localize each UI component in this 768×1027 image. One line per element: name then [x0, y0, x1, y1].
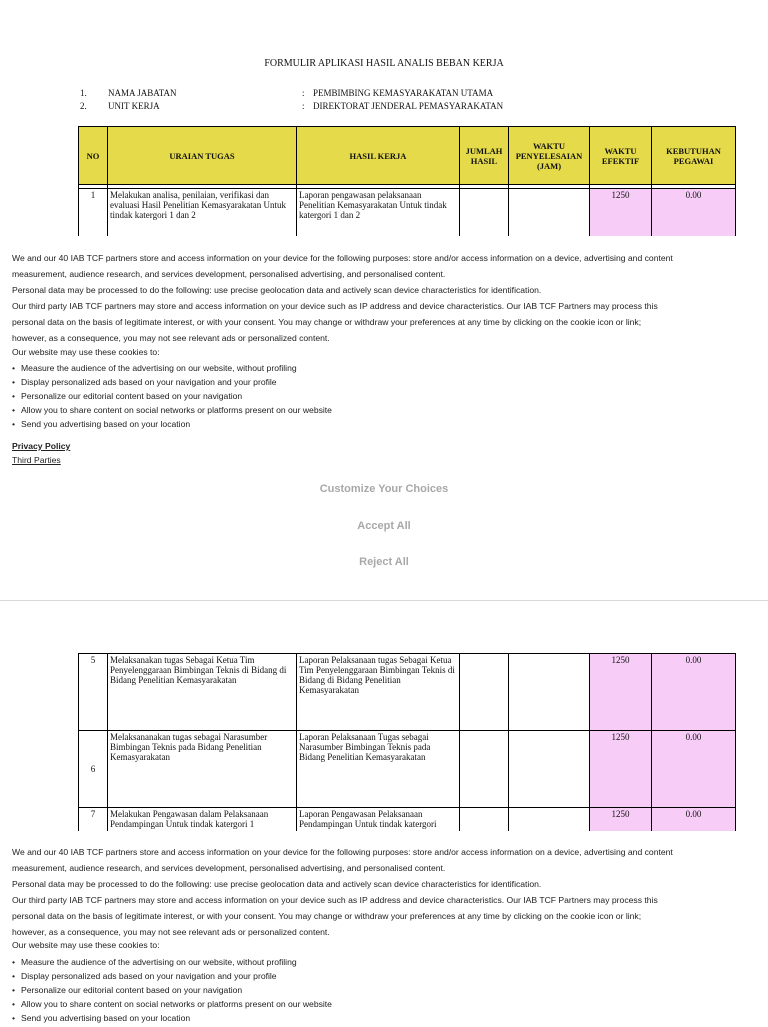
cell-waktu-penyelesaian — [509, 808, 590, 834]
list-item: • Measure the audience of the advertising on our website, without profiling — [12, 957, 332, 971]
list-item: • Personalize our editorial content based on your navigation — [12, 391, 332, 405]
consent-text: Our third party IAB TCF partners may store and access information on your device such as IP address and device characteristics. Our IAB TCF Partners may process this — [12, 895, 658, 905]
cell-uraian: Melakukan Pengawasan dalam Pelaksanaan Pendampingan Untuk tindak katergori 1 — [108, 808, 297, 834]
field-separator: : — [302, 101, 305, 111]
table-row — [79, 808, 736, 834]
list-item: • Allow you to share content on social networks or platforms present on our website — [12, 405, 332, 419]
cell-uraian: Melakukan analisa, penilaian, verifikasi dan evaluasi Hasil Penelitian Kemasyarakatan Untuk tindak katergori 1 dan 2 — [108, 189, 297, 237]
form-title: FORMULIR APLIKASI HASIL ANALIS BEBAN KERJA — [264, 58, 504, 69]
cell-kebutuhan: 0.00 — [652, 654, 736, 731]
cell-uraian: Melaksanakan tugas Sebagai Ketua Tim Penyelenggaraan Bimbingan Teknis di Bidang di Bidang Penelitian Kemasyarakatan — [108, 654, 297, 731]
accept-all-button[interactable]: Accept All — [357, 520, 411, 532]
cell-no: 5 — [79, 654, 108, 731]
cell-waktu-penyelesaian — [509, 731, 590, 808]
header-no: NO — [79, 127, 108, 185]
list-item: • Display personalized ads based on your navigation and your profile — [12, 971, 332, 985]
document-page-bottom — [0, 600, 768, 833]
consent-text: however, as a consequence, you may not see relevant ads or personalized content. — [12, 333, 330, 343]
cell-jumlah — [460, 808, 509, 834]
consent-text: We and our 40 IAB TCF partners store and access information on your device for the following purposes: store and/or access information on a device, advertising and content — [12, 253, 673, 263]
cell-waktu-penyelesaian — [509, 654, 590, 731]
workload-table-bottom — [78, 653, 736, 833]
consent-text: We and our 40 IAB TCF partners store and access information on your device for the following purposes: store and/or access information on a device, advertising and content — [12, 847, 673, 857]
cell-jumlah — [460, 731, 509, 808]
list-item: • Measure the audience of the advertising on our website, without profiling — [12, 363, 332, 377]
field-label: NAMA JABATAN — [108, 88, 177, 98]
cell-jumlah — [460, 654, 509, 731]
list-item: • Send you advertising based on your location — [12, 1013, 332, 1027]
cell-kebutuhan: 0.00 — [652, 731, 736, 808]
cell-hasil: Laporan Pengawasan Pelaksanaan Pendampingan Untuk tindak katergori — [297, 808, 460, 834]
list-item: • Personalize our editorial content based on your navigation — [12, 985, 332, 999]
consent-purpose-list — [12, 957, 332, 1027]
consent-text: Personal data may be processed to do the following: use precise geolocation data and actively scan device characteristics for identification. — [12, 879, 542, 889]
cookie-consent-banner — [0, 236, 768, 600]
list-item: • Display personalized ads based on your navigation and your profile — [12, 377, 332, 391]
table-row — [79, 731, 736, 808]
list-item: • Send you advertising based on your location — [12, 419, 332, 433]
cell-uraian: Melaksananakan tugas sebagai Narasumber Bimbingan Teknis pada Bidang Penelitian Kemasyarakatan — [108, 731, 297, 808]
cell-kebutuhan: 0.00 — [652, 189, 736, 237]
privacy-policy-link[interactable]: Privacy Policy — [12, 441, 71, 451]
cell-hasil: Laporan Pelaksanaan Tugas sebagai Narasumber Bimbingan Teknis pada Bidang Penelitian Kemasyarakatan — [297, 731, 460, 808]
field-separator: : — [302, 88, 305, 98]
cell-waktu-efektif: 1250 — [590, 808, 652, 834]
field-label: UNIT KERJA — [108, 101, 160, 111]
cell-hasil: Laporan pengawasan pelaksanaan Penelitian Kemasyarakatan Untuk tindak katergori 1 dan 2 — [297, 189, 460, 237]
customize-choices-button[interactable]: Customize Your Choices — [319, 483, 449, 495]
consent-purpose-list — [12, 363, 332, 433]
cell-kebutuhan: 0.00 — [652, 808, 736, 834]
header-uraian: URAIAN TUGAS — [108, 127, 297, 185]
cell-no: 6 — [79, 731, 108, 808]
consent-text: Our third party IAB TCF partners may store and access information on your device such as IP address and device characteristics. Our IAB TCF Partners may process this — [12, 301, 658, 311]
cell-jumlah — [460, 189, 509, 237]
table-row — [79, 189, 736, 237]
third-parties-link[interactable]: Third Parties — [12, 455, 61, 465]
consent-text: measurement, audience research, and services development, personalised advertising, and personalised content. — [12, 863, 446, 873]
cell-waktu-efektif: 1250 — [590, 731, 652, 808]
field-number: 2. — [80, 101, 87, 111]
consent-text: personal data on the basis of legitimate interest, or with your consent. You may change or withdraw your preferences at any time by clicking on the cookie icon or link; — [12, 317, 642, 327]
field-number: 1. — [80, 88, 87, 98]
cell-waktu-efektif: 1250 — [590, 189, 652, 237]
cell-no: 7 — [79, 808, 108, 834]
table-header-row — [79, 127, 736, 185]
header-waktu-efektif: WAKTU EFEKTIF — [590, 127, 652, 185]
consent-text: Our website may use these cookies to: — [12, 940, 160, 950]
cell-no: 1 — [79, 189, 108, 237]
cookie-consent-banner-repeat — [0, 831, 768, 1024]
consent-text: measurement, audience research, and services development, personalised advertising, and personalised content. — [12, 269, 446, 279]
workload-table-top — [78, 126, 736, 236]
header-hasil: HASIL KERJA — [297, 127, 460, 185]
header-jumlah: JUMLAH HASIL — [460, 127, 509, 185]
cell-waktu-penyelesaian — [509, 189, 590, 237]
consent-text: personal data on the basis of legitimate interest, or with your consent. You may change or withdraw your preferences at any time by clicking on the cookie icon or link; — [12, 911, 642, 921]
field-value: DIREKTORAT JENDERAL PEMASYARAKATAN — [313, 101, 504, 111]
list-item: • Allow you to share content on social networks or platforms present on our website — [12, 999, 332, 1013]
field-value: PEMBIMBING KEMASYARAKATAN UTAMA — [313, 88, 494, 98]
table-row — [79, 654, 736, 731]
cell-hasil: Laporan Pelaksanaan tugas Sebagai Ketua Tim Penyelenggaraan Bimbingan Teknis di Bidang di Bidang Penelitian Kemasyarakatan — [297, 654, 460, 731]
consent-text: Our website may use these cookies to: — [12, 347, 160, 357]
reject-all-button[interactable]: Reject All — [359, 556, 409, 568]
document-page-top — [0, 0, 768, 236]
header-waktu-penyelesaian: WAKTU PENYELESAIAN (JAM) — [509, 127, 590, 185]
cell-waktu-efektif: 1250 — [590, 654, 652, 731]
consent-text: Personal data may be processed to do the following: use precise geolocation data and actively scan device characteristics for identification. — [12, 285, 542, 295]
consent-text: however, as a consequence, you may not see relevant ads or personalized content. — [12, 927, 330, 937]
header-kebutuhan: KEBUTUHAN PEGAWAI — [652, 127, 736, 185]
